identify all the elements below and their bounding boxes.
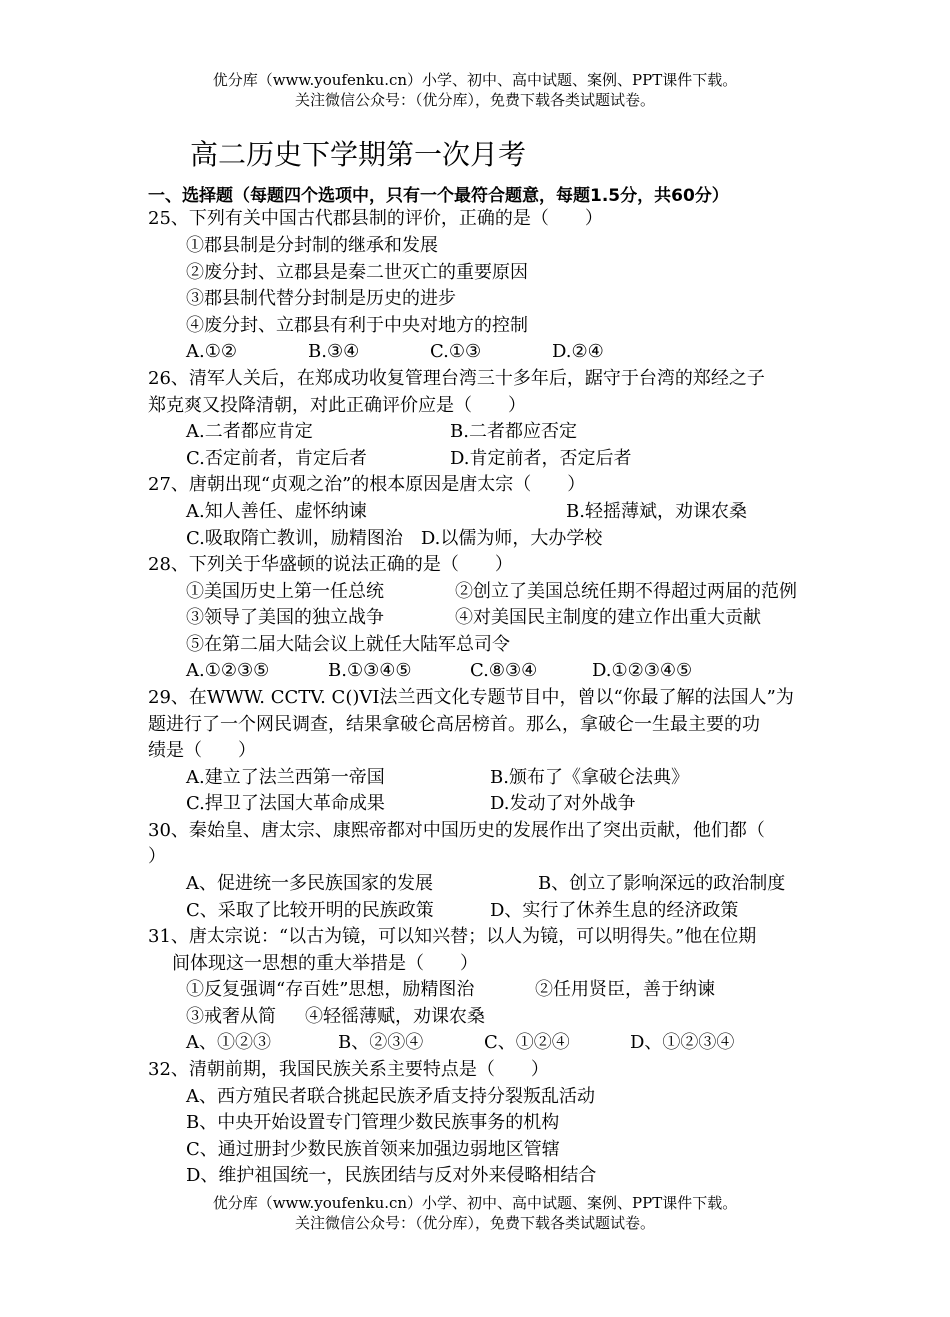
header-line-1: 优分库（www.youfenku.cn）小学、初中、高中试题、案例、PPT课件下载。 — [212, 71, 738, 89]
q29-option-a: A.建立了法兰西第一帝国 — [186, 767, 385, 788]
q28-statement-4: ④对美国民主制度的建立作出重大贡献 — [455, 607, 761, 628]
q31-option-b: B、②③④ — [338, 1032, 424, 1053]
q25-option-b: B.③④ — [308, 341, 360, 362]
q29-option-b: B.颁布了《拿破仑法典》 — [490, 767, 689, 788]
q25-stem: 25、下列有关中国古代郡县制的评价，正确的是（ ） — [148, 208, 603, 229]
q31-statement-4: ④轻徭薄赋，劝课农桑 — [305, 1006, 485, 1027]
q26-option-b: B.二者都应否定 — [450, 421, 577, 442]
page-title: 高二历史下学期第一次月考 — [190, 138, 527, 171]
q28-statement-1: ①美国历史上第一任总统 — [186, 581, 384, 602]
q28-option-a: A.①②③⑤ — [186, 660, 270, 681]
q28-option-d: D.①②③④⑤ — [592, 660, 693, 681]
q29-stem-2: 题进行了一个网民调查，结果拿破仑高居榜首。那么，拿破仑一生最主要的功 — [148, 714, 760, 735]
q31-option-d: D、①②③④ — [630, 1032, 735, 1053]
q31-statement-3: ③戒奢从简 — [186, 1006, 276, 1027]
q28-statement-5: ⑤在第二届大陆会议上就任大陆军总司令 — [186, 634, 510, 655]
q28-stem: 28、下列关于华盛顿的说法正确的是（ ） — [148, 554, 513, 575]
q28-statement-2: ②创立了美国总统任期不得超过两届的范例 — [455, 581, 797, 602]
q25-option-a: A.①② — [186, 341, 237, 362]
q27-option-a: A.知人善任、虚怀纳谏 — [186, 501, 367, 522]
q25-statement-4: ④废分封、立郡县有利于中央对地方的控制 — [186, 315, 528, 336]
q29-option-d: D.发动了对外战争 — [490, 793, 636, 814]
q30-stem-2: ） — [148, 846, 166, 867]
q30-stem-1: 30、秦始皇、唐太宗、康熙帝都对中国历史的发展作出了突出贡献，他们都（ — [148, 820, 765, 841]
q32-option-b: B、中央开始设置专门管理少数民族事务的机构 — [186, 1112, 560, 1133]
q26-option-c: C.否定前者，肯定后者 — [186, 448, 367, 469]
q32-option-a: A、西方殖民者联合挑起民族矛盾支持分裂叛乱活动 — [186, 1086, 595, 1107]
q31-stem-1: 31、唐太宗说：“以古为镜，可以知兴替；以人为镜，可以明得失。”他在位期 — [148, 926, 757, 947]
q25-option-d: D.②④ — [552, 341, 604, 362]
q28-option-c: C.⑧③④ — [470, 660, 538, 681]
q30-option-c: C、采取了比较开明的民族政策 — [186, 900, 434, 921]
q27-stem: 27、唐朝出现“贞观之治”的根本原因是唐太宗（ ） — [148, 474, 586, 495]
q31-statement-1: ①反复强调“存百姓”思想，励精图治 — [186, 979, 475, 1000]
q26-stem-1: 26、清军人关后，在郑成功收复管理台湾三十多年后，踞守于台湾的郑经之子 — [148, 368, 765, 389]
q30-option-a: A、促进统一多民族国家的发展 — [186, 873, 433, 894]
q29-stem-1: 29、在WWW. CCTV. C()VI法兰西文化专题节目中，曾以“你最了解的法国人”为 — [148, 687, 794, 708]
footer-line-1: 优分库（www.youfenku.cn）小学、初中、高中试题、案例、PPT课件下载。 — [212, 1194, 738, 1212]
q25-statement-1: ①郡县制是分封制的继承和发展 — [186, 235, 438, 256]
section-heading: 一、选择题（每题四个选项中，只有一个最符合题意，每题1.5分，共60分） — [148, 186, 729, 206]
q31-stem-2: 间体现这一思想的重大举措是（ ） — [172, 953, 478, 974]
q30-option-d: D、实行了休养生息的经济政策 — [490, 900, 739, 921]
q26-option-d: D.肯定前者，否定后者 — [450, 448, 632, 469]
q26-option-a: A.二者都应肯定 — [186, 421, 313, 442]
q28-option-b: B.①③④⑤ — [328, 660, 412, 681]
q31-statement-2: ②任用贤臣，善于纳谏 — [535, 979, 715, 1000]
q25-option-c: C.①③ — [430, 341, 482, 362]
footer-line-2: 关注微信公众号：（优分库），免费下载各类试题试卷。 — [294, 1214, 655, 1232]
q32-stem: 32、清朝前期，我国民族关系主要特点是（ ） — [148, 1059, 549, 1080]
q27-option-cd: C.吸取隋亡教训，励精图治 D.以儒为师，大办学校 — [186, 528, 603, 549]
q25-statement-2: ②废分封、立郡县是秦二世灭亡的重要原因 — [186, 262, 528, 283]
q29-option-c: C.捍卫了法国大革命成果 — [186, 793, 385, 814]
q25-statement-3: ③郡县制代替分封制是历史的进步 — [186, 288, 456, 309]
q26-stem-2: 郑克爽又投降清朝，对此正确评价应是（ ） — [148, 395, 526, 416]
q28-statement-3: ③领导了美国的独立战争 — [186, 607, 384, 628]
q32-option-c: C、通过册封少数民族首领来加强边弱地区管辖 — [186, 1139, 560, 1160]
q27-option-b: B.轻摇薄斌，劝课农桑 — [566, 501, 747, 522]
q30-option-b: B、创立了影响深远的政治制度 — [538, 873, 786, 894]
header-line-2: 关注微信公众号：（优分库），免费下载各类试题试卷。 — [294, 91, 655, 109]
q31-option-a: A、①②③ — [186, 1032, 271, 1053]
q31-option-c: C、①②④ — [484, 1032, 570, 1053]
q32-option-d: D、维护祖国统一，民族团结与反对外来侵略相结合 — [186, 1165, 597, 1186]
q29-stem-3: 绩是（ ） — [148, 740, 256, 761]
